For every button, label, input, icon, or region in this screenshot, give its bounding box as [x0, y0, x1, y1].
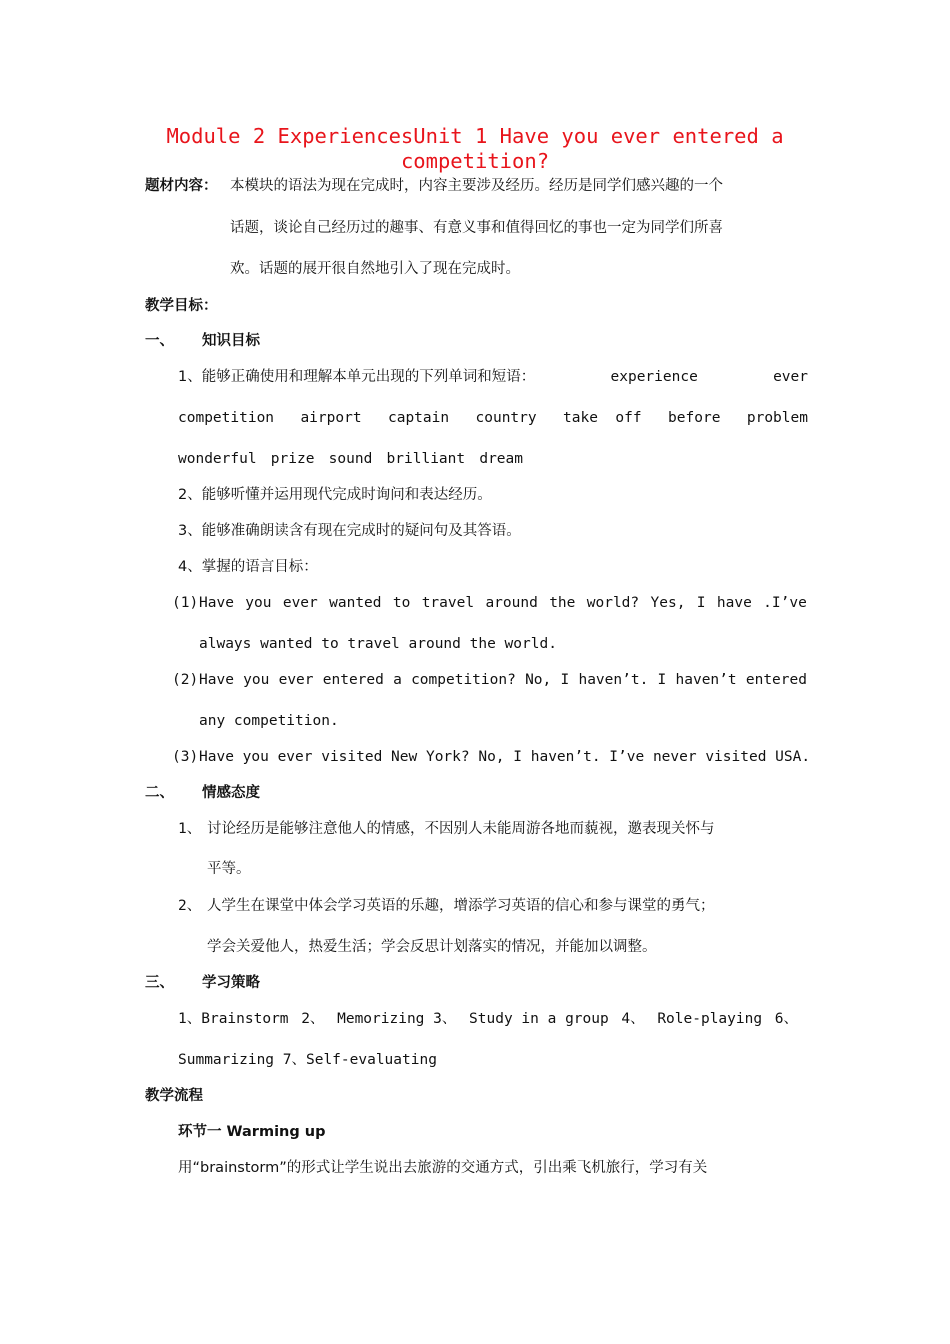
strategy-line-1	[178, 1009, 798, 1029]
vocab-word: dream	[479, 451, 523, 467]
intro-line-2: 话题，谈论自己经历过的趣事、有意义事和值得回忆的事也一定为同学们所喜	[230, 220, 723, 236]
intro-line-1: 本模块的语法为现在完成时，内容主要涉及经历。经历是同学们感兴趣的一个	[230, 178, 723, 194]
attitude-1-line-1: 讨论经历是能够注意他人的情感，不因别人未能周游各地而藐视，邀表现关怀与	[207, 821, 715, 837]
section-1-heading: 知识目标	[202, 333, 260, 349]
objective-1-prefix: 1、能够正确使用和理解本单元出现的下列单词和短语：	[178, 369, 536, 385]
word: competition?	[411, 672, 516, 688]
sentence-1-number: (1)	[172, 595, 199, 611]
word: world?	[586, 595, 640, 611]
word: you	[245, 595, 272, 611]
section-1-number: 一、	[145, 333, 174, 349]
word: .I’ve	[763, 595, 807, 611]
attitude-1-number: 1、	[178, 821, 202, 837]
word: wanted	[329, 595, 382, 611]
strategy-item: 4、	[621, 1011, 645, 1027]
sentence-1-line-1	[199, 593, 807, 613]
word: haven’t	[675, 672, 737, 688]
vocab-word: captain	[387, 410, 450, 426]
intro-label: 题材内容：	[145, 178, 218, 194]
objective-1-line-3	[178, 449, 523, 469]
sentence-2-line-1	[199, 670, 807, 690]
word: I	[696, 595, 706, 611]
word: I	[657, 672, 667, 688]
attitude-2-number: 2、	[178, 898, 202, 914]
word: travel	[421, 595, 475, 611]
strategy-item: Memorizing 3、	[337, 1011, 457, 1027]
vocab-word: airport	[300, 410, 362, 426]
step-1-line-1: 用“brainstorm”的形式让学生说出去旅游的交通方式，引出乘飞机旅行，学习有关	[178, 1160, 708, 1176]
objective-1-line-1	[178, 367, 808, 387]
strategy-item: 1、Brainstorm	[178, 1011, 289, 1027]
vocab-word: prize	[270, 451, 315, 467]
section-3-heading: 学习策略	[202, 975, 260, 991]
sentence-1-line-2: always wanted to travel around the world.	[199, 636, 557, 652]
sentence-3-number: (3)	[172, 749, 199, 765]
attitude-2-line-1: 人学生在课堂中体会学习英语的乐趣，增添学习英语的信心和参与课堂的勇气；	[207, 898, 715, 914]
sentence-3-line-1: Have you ever visited New York? No, I haven’t. I’ve never visited USA.	[199, 749, 811, 765]
document-title: Module 2 ExperiencesUnit 1 Have you ever entered a competition?	[166, 124, 784, 173]
vocab-word: take off	[563, 410, 642, 426]
sentence-2-number: (2)	[172, 672, 199, 688]
word: haven’t.	[578, 672, 649, 688]
strategy-line-2: Summarizing 7、Self-evaluating	[178, 1052, 437, 1068]
word: entered	[322, 672, 384, 688]
vocab-word: experience	[610, 369, 698, 385]
word: ever	[278, 672, 314, 688]
objective-1-line-2	[178, 408, 808, 428]
intro-line-3: 欢。话题的展开很自然地引入了现在完成时。	[230, 261, 520, 277]
attitude-2-line-2: 学会关爱他人，热爱生活；学会反思计划落实的情况，并能加以调整。	[207, 939, 657, 955]
objectives-heading: 教学目标：	[145, 298, 218, 314]
sentence-2-line-2: any competition.	[199, 713, 339, 729]
procedure-heading: 教学流程	[145, 1088, 203, 1104]
vocab-word: wonderful	[178, 451, 257, 467]
vocab-word: competition	[178, 410, 275, 426]
objective-3: 3、能够准确朗读含有现在完成时的疑问句及其答语。	[178, 523, 521, 539]
word: Have	[199, 595, 234, 611]
vocab-word: ever	[773, 369, 808, 385]
vocab-word: before	[668, 410, 721, 426]
attitude-1-line-2: 平等。	[207, 861, 251, 877]
word: entered	[745, 672, 807, 688]
word: a	[393, 672, 402, 688]
section-2-heading: 情感态度	[202, 785, 260, 801]
word: the	[549, 595, 576, 611]
strategy-item: 2、	[301, 1011, 325, 1027]
step-1-heading: 环节一 Warming up	[178, 1124, 326, 1140]
word: No,	[525, 672, 552, 688]
word: you	[243, 672, 270, 688]
word: I	[560, 672, 570, 688]
word: Yes,	[650, 595, 686, 611]
word: around	[485, 595, 538, 611]
word: ever	[282, 595, 318, 611]
section-3-number: 三、	[145, 975, 174, 991]
word: Have	[199, 672, 234, 688]
strategy-item: 6、	[774, 1011, 798, 1027]
objective-4: 4、掌握的语言目标：	[178, 559, 318, 575]
vocab-word: problem	[746, 410, 808, 426]
objective-2: 2、能够听懂并运用现代完成时询问和表达经历。	[178, 487, 492, 503]
word: have	[716, 595, 752, 611]
vocab-word: country	[475, 410, 537, 426]
section-2-number: 二、	[145, 785, 174, 801]
vocab-word: sound	[328, 451, 373, 467]
word: to	[392, 595, 411, 611]
strategy-item: Role-playing	[657, 1011, 763, 1027]
strategy-item: Study in a group	[469, 1011, 609, 1027]
vocab-word: brilliant	[386, 451, 466, 467]
